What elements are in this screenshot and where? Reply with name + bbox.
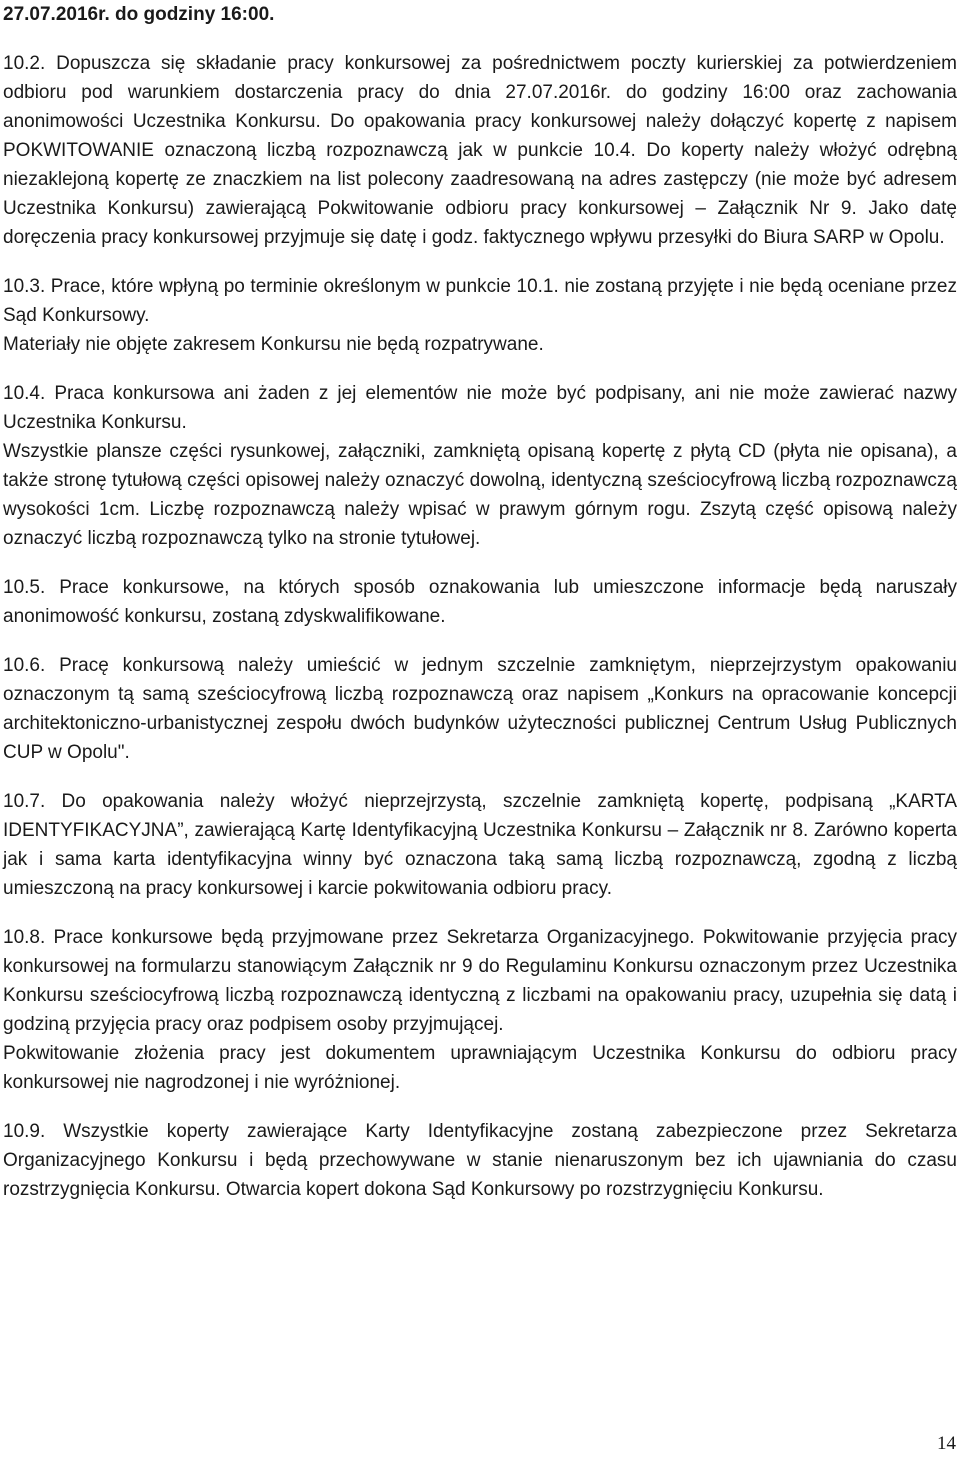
paragraph: 10.7. Do opakowania należy włożyć nieprzejrzystą, szczelnie zamkniętą kopertę, podpisaną „KARTA IDENTYFIKACYJNA”, zawierającą Kartę Identyfikacyjną Uczestnika Konkursu – Załącznik nr 8. Zarówno koperta jak i sama karta identyfikacyjna winny być oznaczona taką samą liczbą rozpoznawczą, zgodną z liczbą umieszczoną na pracy konkursowej i karcie pokwitowania odbioru pracy. [3,791,957,899]
paragraph: Wszystkie plansze części rysunkowej, załączniki, zamkniętą opisaną kopertę z płytą CD (płyta nie opisana), a także stronę tytułową części opisowej należy oznaczyć dowolną, identyczną sześciocyfrową liczbą rozpoznawczą wysokości 1cm. Liczbę rozpoznawczą należy wpisać w prawym górnym rogu. Zszytą część opisową należy oznaczyć liczbą rozpoznawczą tylko na stronie tytułowej. [3,441,957,549]
section-10-5 [3,573,957,631]
section-10-6 [3,651,957,767]
section-10-2 [3,49,957,252]
paragraph: 10.8. Prace konkursowe będą przyjmowane przez Sekretarza Organizacyjnego. Pokwitowanie przyjęcia pracy konkursowej na formularzu stanowiącym Załącznik nr 9 do Regulaminu Konkursu oznaczonym przez Uczestnika Konkursu sześciocyfrową liczbą rozpoznawczą identyczną z liczbami na opakowaniu pracy, uzupełnia się datą i godziną przyjęcia pracy oraz podpisem osoby przyjmującej. [3,927,957,1035]
paragraph: Materiały nie objęte zakresem Konkursu nie będą rozpatrywane. [3,334,544,355]
paragraph: 10.6. Pracę konkursową należy umieścić w jednym szczelnie zamkniętym, nieprzejrzystym opakowaniu oznaczonym tą samą sześciocyfrową liczbą rozpoznawczą oraz napisem „Konkurs na opracowanie koncepcji architektoniczno-urbanistycznej zespołu dwóch budynków użyteczności publicznej Centrum Usług Publicznych CUP w Opolu". [3,655,957,763]
paragraph: Pokwitowanie złożenia pracy jest dokumentem uprawniającym Uczestnika Konkursu do odbioru pracy konkursowej nie nagrodzonej i nie wyróżnionej. [3,1043,957,1093]
paragraph: 10.4. Praca konkursowa ani żaden z jej elementów nie może być podpisany, ani nie może zawierać nazwy Uczestnika Konkursu. [3,383,957,433]
paragraph: 10.9. Wszystkie koperty zawierające Karty Identyfikacyjne zostaną zabezpieczone przez Sekretarza Organizacyjnego Konkursu i będą przechowywane w stanie nienaruszonym bez ich ujawniania do czasu rozstrzygnięcia Konkursu. Otwarcia kopert dokona Sąd Konkursowy po rozstrzygnięciu Konkursu. [3,1121,957,1200]
section-10-9 [3,1117,957,1204]
page-number: 14 [937,1433,956,1454]
top-line: 27.07.2016r. do godziny 16:00. [3,4,275,25]
section-10-8 [3,923,957,1097]
paragraph: 10.3. Prace, które wpłyną po terminie określonym w punkcie 10.1. nie zostaną przyjęte i nie będą oceniane przez Sąd Konkursowy. [3,276,957,326]
paragraph: 10.2. Dopuszcza się składanie pracy konkursowej za pośrednictwem poczty kurierskiej za potwierdzeniem odbioru pod warunkiem dostarczenia pracy do dnia 27.07.2016r. do godziny 16:00 oraz zachowania anonimowości Uczestnika Konkursu. Do opakowania pracy konkursowej należy dołączyć kopertę z napisem POKWITOWANIE oznaczoną liczbą rozpoznawczą jak w punkcie 10.4. Do koperty należy włożyć odrębną niezaklejoną kopertę ze znaczkiem na list polecony zaadresowaną na adres zastępczy (nie może być adresem Uczestnika Konkursu) zawierającą Pokwitowanie odbioru pracy konkursowej – Załącznik Nr 9. Jako datę doręczenia pracy konkursowej przyjmuje się datę i godz. faktycznego wpływu przesyłki do Biura SARP w Opolu. [3,53,957,248]
section-10-7 [3,787,957,903]
section-10-3 [3,272,957,359]
document-body [3,0,957,1204]
section-10-4 [3,379,957,553]
paragraph: 10.5. Prace konkursowe, na których sposób oznakowania lub umieszczone informacje będą naruszały anonimowość konkursu, zostaną zdyskwalifikowane. [3,577,957,627]
